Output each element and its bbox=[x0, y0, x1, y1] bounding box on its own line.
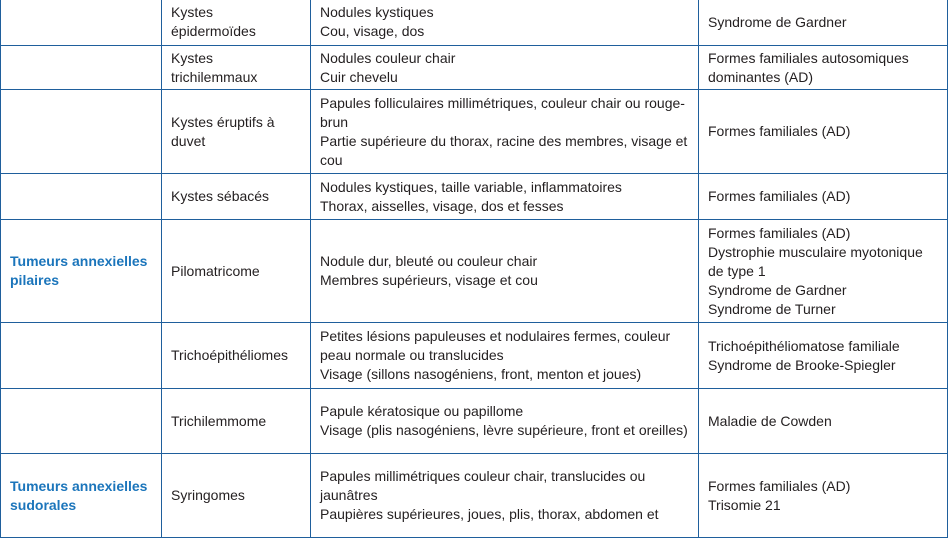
clinical-line: Partie supérieure du thorax, racine des membres, visage et cou bbox=[320, 132, 688, 168]
clinical-aspect-cell bbox=[311, 220, 699, 323]
clinical-line: Papules millimétriques couleur chair, translucides ou jaunâtres bbox=[320, 468, 646, 503]
table-row bbox=[1, 90, 948, 174]
association-cell bbox=[699, 0, 948, 46]
association-line: Trichoépithéliomatose familiale bbox=[708, 337, 900, 354]
category-cell bbox=[1, 46, 162, 90]
category-cell: Tumeurs annexielles sudorales bbox=[1, 454, 162, 538]
clinical-line: Papule kératosique ou papillome bbox=[320, 403, 524, 419]
clinical-line: Papules folliculaires millimétriques, couleur chair ou rouge-brun bbox=[320, 94, 685, 130]
clinical-aspect-cell bbox=[311, 46, 699, 90]
clinical-line: Nodules kystiques bbox=[320, 4, 434, 20]
table-row bbox=[1, 174, 948, 220]
clinical-aspect-cell bbox=[311, 174, 699, 220]
association-cell bbox=[699, 90, 948, 174]
association-cell bbox=[699, 220, 948, 323]
clinical-line: Visage (sillons nasogéniens, front, menton et joues) bbox=[320, 366, 642, 382]
category-cell bbox=[1, 174, 162, 220]
association-cell bbox=[699, 454, 948, 538]
table-row bbox=[1, 454, 948, 538]
association-line: Formes familiales (AD) bbox=[708, 224, 851, 241]
clinical-line: Petites lésions papuleuses et nodulaires fermes, couleur peau normale ou translucides bbox=[320, 328, 671, 363]
table-body bbox=[1, 0, 948, 538]
lesion-name-cell: Trichilemmome bbox=[162, 389, 311, 454]
clinical-line: Nodules kystiques, taille variable, inflammatoires bbox=[320, 178, 622, 195]
lesion-name-cell: Trichoépithéliomes bbox=[162, 323, 311, 389]
association-line: Dystrophie musculaire myotonique de type 1 bbox=[708, 243, 923, 279]
clinical-line: Visage (plis nasogéniens, lèvre supérieure, front et oreilles) bbox=[320, 422, 688, 438]
lesion-name-cell: Pilomatricome bbox=[162, 220, 311, 323]
association-line: Formes familiales (AD) bbox=[708, 477, 851, 494]
clinical-aspect-cell bbox=[311, 90, 699, 174]
table-row bbox=[1, 389, 948, 454]
lesion-name-cell: Kystes épidermoïdes bbox=[162, 0, 311, 46]
clinical-line: Paupières supérieures, joues, plis, thorax, abdomen et bbox=[320, 506, 659, 522]
association-line: Maladie de Cowden bbox=[708, 412, 832, 429]
table-row bbox=[1, 46, 948, 90]
association-line: Formes familiales (AD) bbox=[708, 188, 851, 204]
association-cell bbox=[699, 323, 948, 389]
clinical-line: Thorax, aisselles, visage, dos et fesses bbox=[320, 197, 564, 214]
lesion-name-cell: Kystes trichilemmaux bbox=[162, 46, 311, 90]
clinical-line: Cuir chevelu bbox=[320, 68, 398, 85]
lesion-name-cell: Kystes sébacés bbox=[162, 174, 311, 220]
association-line: Syndrome de Brooke-Spiegler bbox=[708, 356, 896, 373]
clinical-aspect-cell bbox=[311, 454, 699, 538]
clinical-line: Cou, visage, dos bbox=[320, 23, 425, 39]
table-row bbox=[1, 220, 948, 323]
category-cell: Tumeurs annexielles pilaires bbox=[1, 220, 162, 323]
association-line: Syndrome de Gardner bbox=[708, 13, 847, 30]
association-cell bbox=[699, 46, 948, 90]
lesion-name-cell: Syringomes bbox=[162, 454, 311, 538]
category-cell bbox=[1, 389, 162, 454]
clinical-aspect-cell bbox=[311, 0, 699, 46]
association-line: Syndrome de Gardner bbox=[708, 281, 847, 298]
association-line: Formes familiales (AD) bbox=[708, 123, 851, 139]
association-line: Formes familiales autosomiques dominantes (AD) bbox=[708, 49, 909, 85]
association-line: Trisomie 21 bbox=[708, 496, 781, 513]
association-cell bbox=[699, 174, 948, 220]
association-line: Syndrome de Turner bbox=[708, 300, 836, 317]
table-row bbox=[1, 0, 948, 46]
association-cell bbox=[699, 389, 948, 454]
clinical-aspect-cell bbox=[311, 389, 699, 454]
category-cell bbox=[1, 323, 162, 389]
category-cell bbox=[1, 0, 162, 46]
category-cell bbox=[1, 90, 162, 174]
clinical-line: Nodules couleur chair bbox=[320, 49, 456, 66]
clinical-line: Membres supérieurs, visage et cou bbox=[320, 272, 538, 288]
lesion-name-cell: Kystes éruptifs à duvet bbox=[162, 90, 311, 174]
clinical-aspect-cell bbox=[311, 323, 699, 389]
clinical-line: Nodule dur, bleuté ou couleur chair bbox=[320, 253, 538, 269]
table-row bbox=[1, 323, 948, 389]
